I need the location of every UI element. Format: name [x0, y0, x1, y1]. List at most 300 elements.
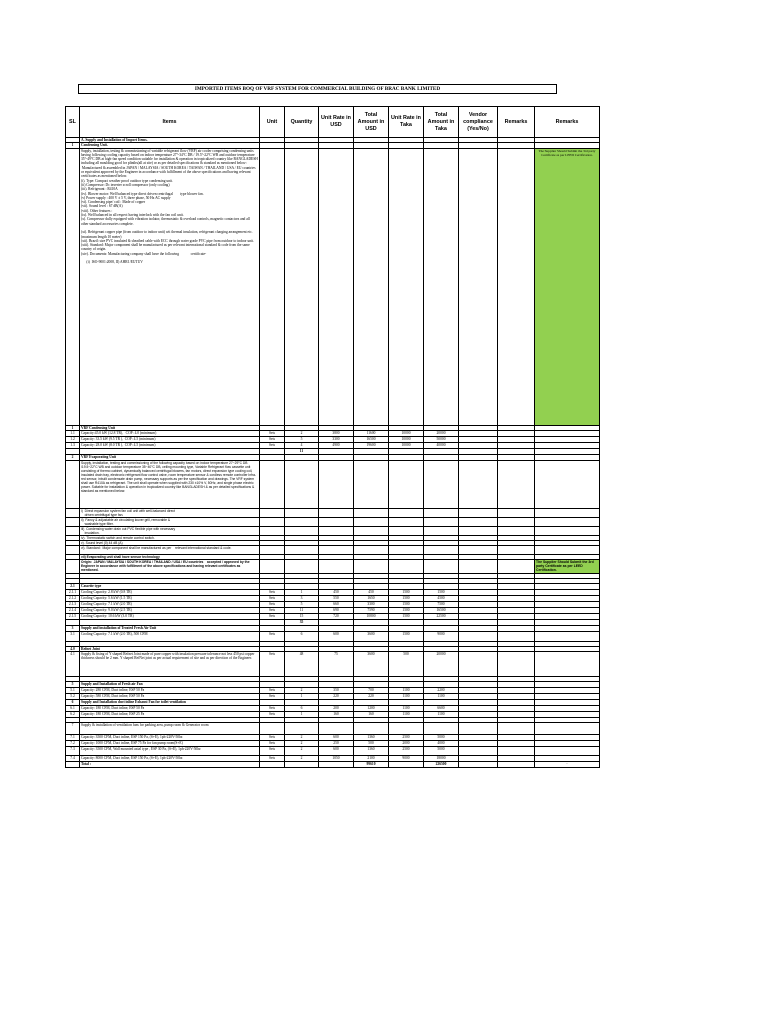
cell-item: i) Direct expansion system fan coil unit with well-balanced direct driven centrifugal type fan.	[80, 508, 260, 517]
cell-sl	[66, 517, 80, 526]
cell-item: Supply & installation of ventilation fans for parking area, pump room & Generator room	[80, 722, 260, 734]
cell-total-taka: 9000	[424, 631, 459, 641]
cell-quantity: 11	[285, 448, 319, 454]
cell-quantity	[285, 526, 319, 535]
cell-unit-rate-taka	[389, 148, 424, 425]
cell-total-usd: 450	[354, 589, 389, 595]
cell-sl: 3	[66, 625, 80, 631]
cell-unit-rate-usd	[319, 460, 354, 508]
cell-total-taka: 5000	[424, 734, 459, 740]
cell-vendor-compliance	[459, 460, 498, 508]
cell-quantity: 4	[285, 442, 319, 448]
cell-sl: 6.1	[66, 705, 80, 711]
cell-unit-rate-usd: 600	[319, 734, 354, 740]
cell-quantity: 5	[285, 436, 319, 442]
col-header-sl: SL	[66, 107, 80, 138]
cell-unit-rate-usd: 160	[319, 711, 354, 717]
cell-unit	[260, 508, 285, 517]
col-header-quantity: Quantity	[285, 107, 319, 138]
col-header-vendor-compliance: Vendor compliance (Yes/No)	[459, 107, 498, 138]
cell-unit-rate-usd: 4900	[319, 442, 354, 448]
cell-remarks	[498, 148, 535, 425]
cell-remarks	[498, 545, 535, 554]
cell-remarks-2	[535, 651, 600, 676]
cell-sl: 7.4	[66, 755, 80, 761]
cell-total-taka: 50000	[424, 436, 459, 442]
cell-vendor-compliance	[459, 517, 498, 526]
cell-quantity: 6	[285, 631, 319, 641]
cell-unit-rate-taka	[389, 508, 424, 517]
cell-sl: 4.1	[66, 651, 80, 676]
cell-total-usd: 2100	[354, 755, 389, 761]
cell-quantity	[285, 545, 319, 554]
cell-item: ii) Fancy & adjustable air circulating louver grill, removable & washable type filter.	[80, 517, 260, 526]
cell-total-usd: 220	[354, 693, 389, 699]
cell-sl: 7.1	[66, 734, 80, 740]
col-header-unit-rate-taka: Unit Rate in Taka	[389, 107, 424, 138]
cell-sl: 2.1.4	[66, 607, 80, 613]
col-header-unit-rate-usd: Unit Rate in USD	[319, 107, 354, 138]
sheet-title: IMPORTED ITEMS BOQ OF VRF SYSTEM FOR COMMERCIAL BUILDING OF BRAC BANK LIMITED	[78, 84, 557, 94]
cell-vendor-compliance	[459, 559, 498, 573]
cell-unit: Sets	[260, 430, 285, 436]
cell-item: A. Supply and Installation of Import Items.	[80, 138, 260, 143]
cell-total-taka: 7500	[424, 601, 459, 607]
cell-quantity: 2	[285, 430, 319, 436]
cell-unit-rate-usd: 250	[319, 740, 354, 746]
table-row	[66, 746, 600, 755]
cell-unit-rate-taka: 1500	[389, 631, 424, 641]
cell-total-usd: 11600	[354, 430, 389, 436]
cell-unit	[260, 545, 285, 554]
cell-total-usd: 1650	[354, 595, 389, 601]
cell-unit: Sets	[260, 693, 285, 699]
table-row	[66, 651, 600, 676]
cell-vendor-compliance	[459, 148, 498, 425]
cell-quantity	[285, 517, 319, 526]
cell-item: iii) Condensing water drain out PVC flexible pipe with necessary insulation.	[80, 526, 260, 535]
cell-sl: 2.1.1	[66, 589, 80, 595]
cell-quantity: 48	[285, 651, 319, 676]
cell-item: VRF Condensing Unit	[80, 425, 260, 430]
cell-quantity: 6	[285, 705, 319, 711]
cell-total-usd: 1200	[354, 705, 389, 711]
cell-total-taka: 1100	[424, 711, 459, 717]
cell-quantity: 2	[285, 740, 319, 746]
cell-item: iv). Thermostatic switch and remote control switch.	[80, 535, 260, 540]
cell-sl: 1	[66, 425, 80, 430]
cell-unit: Sets	[260, 651, 285, 676]
cell-total-taka	[424, 460, 459, 508]
col-header-total-taka: Total Amount in Taka	[424, 107, 459, 138]
cell-remarks-2	[535, 545, 600, 554]
cell-vendor-compliance	[459, 508, 498, 517]
cell-unit-rate-taka: 10000	[389, 436, 424, 442]
cell-unit-rate-usd: 720	[319, 613, 354, 619]
cell-total-usd: 1360	[354, 734, 389, 740]
cell-quantity: 11	[285, 607, 319, 613]
cell-unit: Sets	[260, 589, 285, 595]
cell-total-taka	[424, 545, 459, 554]
cell-unit-rate-taka: 1500	[389, 589, 424, 595]
cell-item: Supply, installation, testing & commissioning of variable refrigerant flow (VRF) air cooler comprising condensing units having following cooling capacity based on indoor temperature 27°-34°C DB / 19.5°-22°C WB and outdoor temperature 35°-49°C DB at high-fan speed condition suitable for installation & operation in tropicalized country like BANGLADESH including all moulding good for plinths(all at site) or as per detailed specifications & standard as mentioned below: Manufactured & assembled in JAPAN / MALAYSIA / SOUTH KOREA / TAIWAN / THAILAND / USA / EU countries or equivalent approved by the Engineer in accordance with fulfillment of the above specifications and having relevant certificates as mentioned below. (i). Type: Compact weather proof outdoor type condensing unit. (ii) Compressor: Dc inverter scroll compressor (only cooling) (iii). Refrigerant : R410A (iv). Blower motor: Well balanced type direct driven centrifugal type blower fan. (v) Power supply : 400 V ± 5 V, three phase, 50 Hz AC supply (vi). Condensing pipe/ coil : Made of copper (vii). Sound level : 67 dB(A) (viii). Other features : (ix). Well balanced in all respect having interlock with the fan coil unit. (x). Compressor dully equipped with vibration isolator, thermostatic & overload controls, magnetic contactors and all other standard accessories complete. (xi). Refrigerant copper pipe (from outdoor to indoor unit) wit thermal insulation, refrigerant charging arrangement etc. (maximum length 10 meter) (xii). Brazil: size PVC insulated & sheathed cable with ECC through water grade PVC pipe from outdoor to indoor unit. (xiii). Standard: Major component shall be manufactured as per relevant international standard & code from the same country of origin. (xiv). Documents: Manufacturing company shall have the following certificate- (i) ISO-9001:2008, II) AHRI /EUTUV	[80, 148, 260, 425]
cell-total-taka: 20000	[424, 651, 459, 676]
cell-item: Capacity: 180 CFM, Duct inline, ESP 25 Pa	[80, 711, 260, 717]
cell-unit: Sets	[260, 442, 285, 448]
cell-remarks	[498, 508, 535, 517]
cell-item: Refnet Joint	[80, 646, 260, 651]
cell-sl: 6.2	[66, 711, 80, 717]
cell-item: Capacity: 8000 CFM, Duct inline, ESP 150 Pa, (S+E), 1ph-220V-50hz	[80, 755, 260, 761]
cell-unit-rate-taka	[389, 761, 424, 767]
table-row	[66, 526, 600, 535]
cell-total-taka: 5000	[424, 746, 459, 755]
cell-unit-rate-taka: 1500	[389, 613, 424, 619]
cell-unit-rate-taka: 1500	[389, 595, 424, 601]
cell-sl: 2	[66, 454, 80, 460]
cell-item: Supply and installation of Treated Fresh Air Unit	[80, 625, 260, 631]
cell-vendor-compliance	[459, 545, 498, 554]
cell-item: v). Sound level (0) 44 dB (A)	[80, 540, 260, 545]
cell-remarks-2	[535, 631, 600, 641]
cell-unit: Sets	[260, 755, 285, 761]
cell-unit-rate-usd: 600	[319, 631, 354, 641]
cell-unit-rate-usd: 450	[319, 589, 354, 595]
table-row	[66, 508, 600, 517]
cell-unit-rate-taka	[389, 526, 424, 535]
cell-item: Supply, installation, testing and commissioning of the following capacity based on indoor temperature 27~29°C DB /19.5~22°C WB and outdoor temperature 35~40°C DB, ceiling mounting type, Variable Refrigerant flow cassette unit consisting of thermo cabinet, dynamically balanced centrifugal blowers, fan motors, direct expansion type cooling coil, insulated drain tray, electronic refrigerant flow control valve, room temperature sensor & cordless remote controller Infra-red sensor, inbuilt condensate drain pump, necessary supports as per the specification and drawings. The VRF system shall use R410A as refrigerant. The unit shall operate when supplied with 230 ±10% V, 50Hz, and single phase electric power. Suitable for installation & operation in tropicalized country like BANGLADESH & as per detailed specifications & standard as mentioned below:	[80, 460, 260, 508]
header-row	[66, 107, 600, 138]
table-row	[66, 148, 600, 425]
cell-unit-rate-taka: 2500	[389, 746, 424, 755]
cell-total-taka	[424, 148, 459, 425]
cell-remarks	[498, 651, 535, 676]
cell-unit-rate-taka: 10000	[389, 442, 424, 448]
cell-total-taka: 16500	[424, 607, 459, 613]
cell-remarks-2	[535, 460, 600, 508]
cell-unit	[260, 559, 285, 573]
cell-unit-rate-usd: 550	[319, 595, 354, 601]
cell-item: Capacity: 280 CFM, Duct inline, ESP 50 Pa	[80, 687, 260, 693]
cell-quantity: 2	[285, 755, 319, 761]
cell-item: Capacity: 3500 CFM, Duct inline, ESP 150 Pa, (S+E), 1ph-220V-50hz	[80, 734, 260, 740]
cell-unit: Sets	[260, 705, 285, 711]
cell-total-taka: 226500	[424, 761, 459, 767]
cell-sl	[66, 761, 80, 767]
col-header-unit: Unit	[260, 107, 285, 138]
cell-sl	[66, 460, 80, 508]
cell-total-usd	[354, 526, 389, 535]
cell-vendor-compliance	[459, 722, 498, 734]
cell-item: Origin: JAPAN / MALAYSIA / SOUTH KOREA / THAILAND / USA / EU countries accepted / approved by the Engineer in accordance with fulfillment of the above specifications and having relevant certificates as mentioned.	[80, 559, 260, 573]
col-header-remarks-2: Remarks	[535, 107, 600, 138]
cell-unit	[260, 722, 285, 734]
cell-unit: Sets	[260, 631, 285, 641]
cell-item: Capacity: 1000 CFM, Duct inline, ESP 75 Pa for fan pump room(S+E)	[80, 740, 260, 746]
cell-total-taka: 20000	[424, 430, 459, 436]
cell-sl: 5.2	[66, 693, 80, 699]
cell-total-taka: 18000	[424, 755, 459, 761]
cell-sl: 7.3	[66, 746, 80, 755]
cell-remarks	[498, 517, 535, 526]
table-row	[66, 517, 600, 526]
cell-quantity	[285, 508, 319, 517]
cell-unit-rate-taka: 1100	[389, 687, 424, 693]
cell-item: VRF Evaporating Unit	[80, 454, 260, 460]
cell-item: vi). Standard: Major component shall be manufactured as per relevant international standard & code.	[80, 545, 260, 554]
cell-unit-rate-taka: 1100	[389, 705, 424, 711]
cell-unit-rate-usd: 1050	[319, 755, 354, 761]
cell-unit-rate-taka	[389, 722, 424, 734]
cell-total-taka	[424, 559, 459, 573]
cell-total-usd	[354, 508, 389, 517]
cell-total-usd	[354, 545, 389, 554]
cell-unit	[260, 460, 285, 508]
cell-sl: 6	[66, 699, 80, 705]
cell-item: Capacity: 3500 CFM, Wall mounted axial type , ESP 30 Pa, (S+E), 1ph-220V-50hz	[80, 746, 260, 755]
cell-unit: Sets	[260, 687, 285, 693]
cell-total-usd: 1360	[354, 746, 389, 755]
cell-item: Capacity: 28.0 kW (8.0 TR ), COP: 4.5 (minimum)	[80, 442, 260, 448]
cell-sl: 1.3	[66, 442, 80, 448]
cell-sl	[66, 526, 80, 535]
cell-unit-rate-taka: 500	[389, 651, 424, 676]
cell-remarks	[498, 526, 535, 535]
cell-unit-rate-taka: 9000	[389, 755, 424, 761]
cell-item: Capacity: 33.5 kW (9.5 TR ), COP: 4.5 (minimum)	[80, 436, 260, 442]
cell-sl: 7.2	[66, 740, 80, 746]
cell-unit-rate-usd	[319, 761, 354, 767]
cell-total-usd	[354, 722, 389, 734]
cell-unit: Sets	[260, 734, 285, 740]
cell-remarks-2	[535, 526, 600, 535]
cell-sl	[66, 148, 80, 425]
cell-item: Supply and Installation duct inline Exhaust Fan for toilet ventilation	[80, 699, 260, 705]
cell-quantity: 35	[285, 619, 319, 625]
cell-quantity: 2	[285, 734, 319, 740]
cell-sl	[66, 559, 80, 573]
cell-unit: Sets	[260, 613, 285, 619]
cell-unit-rate-usd: 660	[319, 601, 354, 607]
cell-vendor-compliance	[459, 526, 498, 535]
table-row	[66, 559, 600, 573]
cell-item: Cooling Capacity: 2.8 kW (0.8 TR)	[80, 589, 260, 595]
cell-total-usd: 19600	[354, 442, 389, 448]
cell-remarks	[498, 722, 535, 734]
cell-total-taka: 4000	[424, 740, 459, 746]
cell-total-usd: 3300	[354, 601, 389, 607]
cell-unit-rate-usd	[319, 545, 354, 554]
cell-quantity: 1	[285, 589, 319, 595]
cell-unit-rate-usd: 200	[319, 705, 354, 711]
cell-quantity	[285, 148, 319, 425]
cell-item: Cooling Capacity: 10.6 kW (3.0 TR)	[80, 613, 260, 619]
cell-total-taka: 2200	[424, 687, 459, 693]
cell-unit-rate-taka	[389, 559, 424, 573]
cell-sl	[66, 545, 80, 554]
cell-vendor-compliance	[459, 631, 498, 641]
cell-total-taka: 1500	[424, 589, 459, 595]
cell-unit-rate-usd: 220	[319, 693, 354, 699]
cell-unit-rate-usd	[319, 526, 354, 535]
cell-unit: Sets	[260, 595, 285, 601]
col-header-total-usd: Total Amount in USD	[354, 107, 389, 138]
table-row	[66, 722, 600, 734]
cell-total-usd	[354, 148, 389, 425]
remark-green-cell: The Supplier Should Submit the 3rd party Certificate as per LEED Certification.	[535, 559, 600, 573]
cell-total-taka: 4500	[424, 595, 459, 601]
cell-quantity: 1	[285, 711, 319, 717]
boq-table	[65, 106, 600, 768]
cell-unit-rate-taka: 1500	[389, 607, 424, 613]
cell-total-taka: 40000	[424, 442, 459, 448]
cell-total-usd	[354, 559, 389, 573]
cell-total-usd	[354, 517, 389, 526]
cell-unit	[260, 517, 285, 526]
table-row	[66, 460, 600, 508]
cell-total-taka	[424, 517, 459, 526]
cell-remarks-2	[535, 746, 600, 755]
cell-unit	[260, 148, 285, 425]
cell-unit-rate-usd	[319, 148, 354, 425]
table-row	[66, 631, 600, 641]
cell-item: Capacity: 580 CFM, Duct inline, ESP 50 Pa	[80, 693, 260, 699]
cell-unit-rate-usd: 690	[319, 607, 354, 613]
cell-unit: Sets	[260, 740, 285, 746]
cell-item: Cooling Capacity: 5.6 kW (1.5 TR)	[80, 595, 260, 601]
cell-sl: 2.1.5	[66, 613, 80, 619]
cell-remarks-2	[535, 722, 600, 734]
cell-total-usd: 700	[354, 687, 389, 693]
cell-item: Cooling Capacity: 9.0 kW (2.5 TR)	[80, 607, 260, 613]
cell-item: Supply & fixing of Y shaped Refnet Joint made of pure copper with insulation pressure tolerance not less 450 psi copper thickness should be 2 mm. Y shaped RefNet joint as per actual requirement of site and as per direction of the Engineer.	[80, 651, 260, 676]
cell-sl: 4.0	[66, 646, 80, 651]
cell-vendor-compliance	[459, 746, 498, 755]
cell-total-usd: 3600	[354, 631, 389, 641]
cell-vendor-compliance	[459, 761, 498, 767]
cell-quantity: 2	[285, 687, 319, 693]
cell-unit-rate-usd	[319, 517, 354, 526]
cell-total-taka: 22500	[424, 613, 459, 619]
cell-remarks-2	[535, 508, 600, 517]
cell-item: Cooling Capacity: 7.1 kW (2.0 TR), 500 CFM	[80, 631, 260, 641]
cell-unit-rate-usd: 600	[319, 746, 354, 755]
cell-total-taka: 6600	[424, 705, 459, 711]
cell-unit-rate-usd	[319, 722, 354, 734]
cell-unit-rate-taka: 1100	[389, 693, 424, 699]
cell-item: Capacity:45.0 kW (12.8 TR), COP: 4.0 (minimum)	[80, 430, 260, 436]
cell-quantity	[285, 559, 319, 573]
cell-item: Capacity: 180 CFM, Duct inline, ESP 50 Pa	[80, 705, 260, 711]
cell-unit-rate-usd: 75	[319, 651, 354, 676]
table-row	[66, 545, 600, 554]
cell-unit-rate-taka	[389, 517, 424, 526]
cell-sl: 1.2	[66, 436, 80, 442]
cell-sl: 5	[66, 681, 80, 687]
cell-total-usd: 99610	[354, 761, 389, 767]
cell-unit-rate-usd	[319, 508, 354, 517]
cell-sl: 2.1	[66, 583, 80, 589]
cell-unit-rate-taka	[389, 545, 424, 554]
cell-unit-rate-usd: 3800	[319, 430, 354, 436]
cell-quantity	[285, 722, 319, 734]
cell-item: Cooling Capacity: 7.1 kW (2.0 TR)	[80, 601, 260, 607]
cell-remarks	[498, 460, 535, 508]
cell-total-usd: 500	[354, 740, 389, 746]
cell-unit-rate-usd: 3300	[319, 436, 354, 442]
col-header-remarks: Remarks	[498, 107, 535, 138]
table-row	[66, 761, 600, 767]
cell-item: Total :	[80, 761, 260, 767]
cell-quantity: 3	[285, 595, 319, 601]
cell-unit: Sets	[260, 601, 285, 607]
cell-unit: Sets	[260, 436, 285, 442]
cell-item: Cassette type	[80, 583, 260, 589]
cell-total-taka	[424, 722, 459, 734]
cell-unit-rate-usd: 350	[319, 687, 354, 693]
cell-unit-rate-taka: 1100	[389, 711, 424, 717]
cell-quantity: 2	[285, 746, 319, 755]
cell-unit: Sets	[260, 711, 285, 717]
cell-sl: 2.1.3	[66, 601, 80, 607]
cell-total-taka: 1100	[424, 693, 459, 699]
cell-unit-rate-taka: 2000	[389, 740, 424, 746]
cell-quantity: 1	[285, 693, 319, 699]
cell-unit	[260, 761, 285, 767]
cell-total-usd: 160	[354, 711, 389, 717]
cell-remarks	[498, 559, 535, 573]
cell-sl	[66, 508, 80, 517]
cell-unit-rate-taka	[389, 460, 424, 508]
cell-quantity: 5	[285, 601, 319, 607]
cell-remarks-2	[535, 517, 600, 526]
cell-total-usd	[354, 460, 389, 508]
cell-remarks	[498, 746, 535, 755]
cell-unit: Sets	[260, 607, 285, 613]
cell-item: vii) Evaporating unit shall have sensor technology	[80, 554, 260, 559]
cell-sl: 2.1.2	[66, 595, 80, 601]
cell-total-usd: 3600	[354, 651, 389, 676]
remark-green-cell: The Supplier Should Submit the 3rd party Certificate as per LEED Certification.	[535, 148, 600, 425]
cell-sl: 7	[66, 722, 80, 734]
cell-item: Condensing Unit.	[80, 143, 260, 148]
cell-quantity	[285, 761, 319, 767]
cell-unit-rate-taka: 1500	[389, 601, 424, 607]
cell-quantity: 15	[285, 613, 319, 619]
boq-body	[66, 138, 600, 768]
cell-sl: 1.1	[66, 430, 80, 436]
cell-item: Supply and Installation of Fresh air Fan	[80, 681, 260, 687]
cell-total-usd: 16500	[354, 436, 389, 442]
cell-remarks	[498, 761, 535, 767]
cell-sl: 3.1	[66, 631, 80, 641]
cell-unit-rate-taka: 10000	[389, 430, 424, 436]
cell-remarks-2: -	[535, 761, 600, 767]
cell-sl: 5.1	[66, 687, 80, 693]
col-header-items: Items	[80, 107, 260, 138]
cell-unit-rate-usd	[319, 559, 354, 573]
cell-unit-rate-taka: 2500	[389, 734, 424, 740]
cell-vendor-compliance	[459, 651, 498, 676]
cell-unit	[260, 526, 285, 535]
cell-unit: Sets	[260, 746, 285, 755]
cell-total-taka	[424, 526, 459, 535]
cell-quantity	[285, 460, 319, 508]
cell-total-usd: 7590	[354, 607, 389, 613]
cell-total-usd: 10800	[354, 613, 389, 619]
cell-remarks	[498, 631, 535, 641]
cell-sl: 1	[66, 143, 80, 148]
